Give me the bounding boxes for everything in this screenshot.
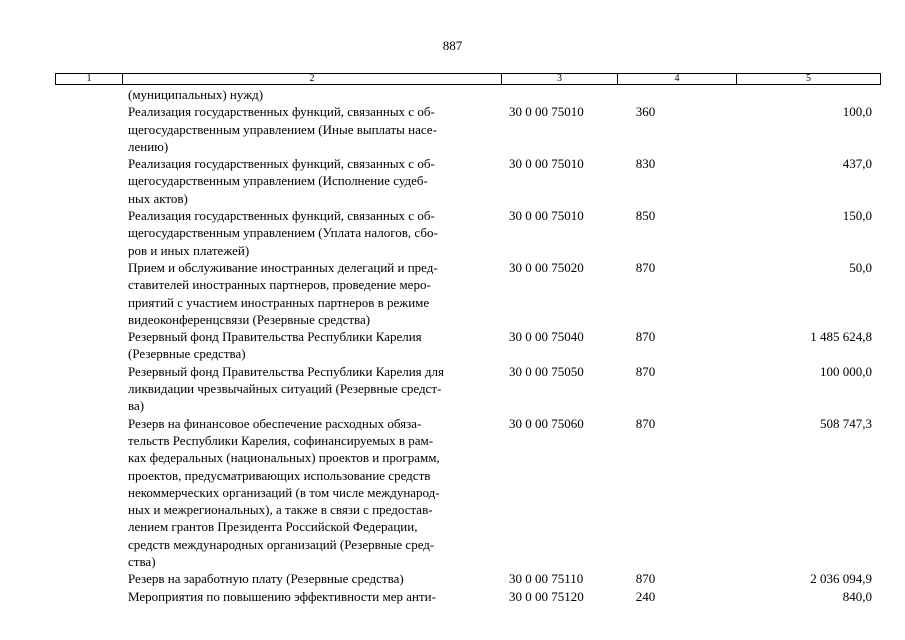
cell-amount: 2 036 094,9: [810, 571, 872, 587]
cell-type: 850: [635, 208, 656, 224]
cell-name: Реализация государственных функций, связанных с об- щегосударственным управлением (Иные выплаты насе- лению): [128, 104, 437, 154]
table-row: [55, 328, 881, 363]
table-row: [55, 570, 881, 587]
table-row: [55, 363, 881, 415]
cell-name: Прием и обслуживание иностранных делегаций и пред- ставителей иностранных партнеров, проведение меро- приятий с участием иностранных партнеров в режиме видеоконференцсвязи (Резервные средства): [128, 259, 438, 327]
table-row: [55, 155, 881, 207]
cell-code: 30 0 00 75010: [509, 104, 584, 120]
cell-name: Резервный фонд Правительства Республики Карелия (Резервные средства): [128, 329, 422, 362]
header-col-3: 3: [502, 74, 618, 84]
table-row: [55, 207, 881, 259]
table-body: [55, 86, 881, 605]
cell-name: Мероприятия по повышению эффективности мер анти-: [128, 588, 436, 604]
cell-type: 830: [635, 156, 656, 172]
table-row: [55, 259, 881, 328]
cell-amount: 100,0: [842, 104, 872, 120]
cell-type: 360: [635, 104, 656, 120]
cell-code: 30 0 00 75010: [509, 156, 584, 172]
cell-type: 870: [635, 415, 656, 431]
cell-code: 30 0 00 75040: [509, 329, 584, 345]
cell-code: 30 0 00 75110: [509, 571, 584, 587]
cell-amount: 1 485 624,8: [810, 329, 872, 345]
cell-type: 870: [635, 329, 656, 345]
cell-type: 870: [635, 259, 656, 275]
cell-amount: 50,0: [849, 259, 872, 275]
cell-name: Резервный фонд Правительства Республики Карелия для ликвидации чрезвычайных ситуаций (Резервные средст- ва): [128, 363, 444, 414]
table-row: [55, 588, 881, 605]
header-col-2: 2: [123, 74, 502, 84]
cell-code: 30 0 00 75050: [509, 363, 584, 379]
cell-amount: 840,0: [842, 588, 872, 604]
cell-name: Реализация государственных функций, связанных с об- щегосударственным управлением (Уплата налогов, сбо- ров и иных платежей): [128, 208, 438, 258]
cell-type: 870: [635, 571, 656, 587]
cell-code: 30 0 00 75020: [509, 259, 584, 275]
cell-code: 30 0 00 75010: [509, 208, 584, 224]
page-number: 887: [442, 38, 463, 53]
cell-amount: 100 000,0: [820, 363, 872, 379]
cell-name: Реализация государственных функций, связанных с об- щегосударственным управлением (Исполнение судеб- ных актов): [128, 156, 435, 206]
header-col-1: 1: [56, 74, 123, 84]
cell-name: Резерв на финансовое обеспечение расходных обяза- тельств Республики Карелия, софинансируемых в рам- ках федеральных (национальных) проектов и программ, проектов, предусматривающих использование средств некоммерческих организаций (в том числе международ- ных и межрегиональных), а также в связи с предостав- лением грантов Президента Российской Федерации, средств международных организаций (Резервные сред- ства): [128, 415, 440, 570]
header-col-4: 4: [618, 74, 737, 84]
cell-amount: 150,0: [842, 208, 872, 224]
cell-code: 30 0 00 75120: [509, 588, 584, 604]
header-col-5: 5: [806, 73, 811, 84]
cell-name: (муниципальных) нужд): [128, 87, 264, 102]
table-row: [55, 415, 881, 571]
cell-amount: 437,0: [842, 156, 872, 172]
cell-name: Резерв на заработную плату (Резервные средства): [128, 571, 404, 587]
cell-amount: 508 747,3: [820, 415, 872, 431]
table-header: [55, 73, 881, 85]
cell-type: 240: [635, 588, 656, 604]
table-row: [55, 103, 881, 155]
table-row: [55, 86, 881, 103]
cell-code: 30 0 00 75060: [509, 415, 584, 431]
cell-type: 870: [635, 363, 656, 379]
